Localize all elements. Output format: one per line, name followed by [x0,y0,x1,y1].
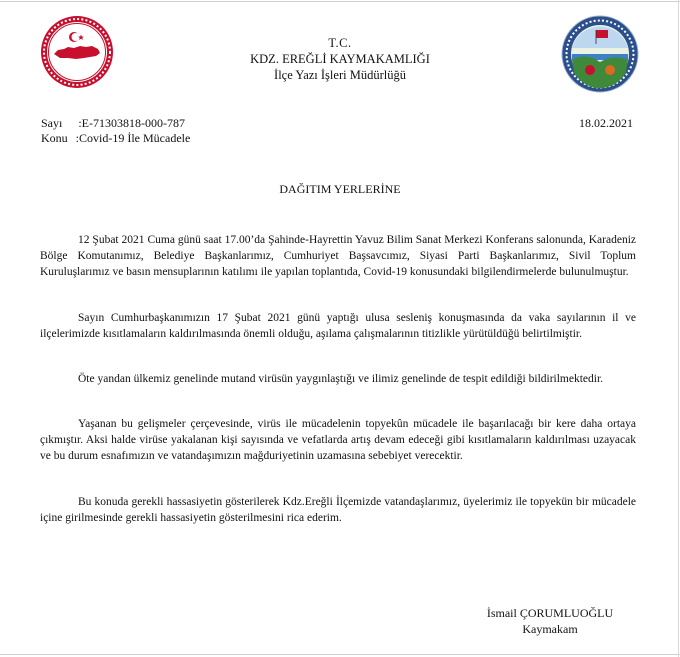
department-name: İlçe Yazı İşleri Müdürlüğü [274,68,406,82]
republic-label: T.C. [328,36,352,50]
right-border [678,0,679,657]
signatory-name: İsmail ÇORUMLUOĞLU [486,606,614,620]
document-date: 18.02.2021 [579,116,633,130]
body-paragraph: Bu konuda gerekli hassasiyetin gösterilerek Kdz.Ereğli İlçemizde vatandaşlarımız, üyelerimiz ile topyekün bir mücadele içine girilmesinde gerekli hassasiyetin gösterilmesini rica ederim. [40,496,636,524]
office-name: KDZ. EREĞLİ KAYMAKAMLIĞI [250,52,430,66]
body-paragraph: Öte yandan ülkemiz genelinde mutand virüsün yaygınlaştığı ve ilimiz genelinde de tespit edildiği bildirilmektedir. [78,373,604,385]
subject-label: Konu [41,131,68,145]
body-paragraph: Yaşanan bu gelişmeler çerçevesinde, virüs ile mücadelenin topyekûn mücadele ile başarılacağı bir kere daha ortaya çıkmıştır. Aksi halde virüse yakalanan kişi sayısında ve vefatlarda artış devam edeceği gibi kısıtlamaların kaldırılması uzayacak ve bu durum esnafımızın ve vatandaşımızın mağduriyetinin uzamasına sebebiyet verecektir. [40,418,636,462]
body-paragraph: 12 Şubat 2021 Cuma günü saat 17.00’da Şahinde-Hayrettin Yavuz Bilim Sanat Merkezi Konferans salonunda, Karadeniz Bölge Komutanımız, Belediye Başkanlarımız, Cumhuriyet Başsavcımız, Siyasi Parti Başkanlarımız, Sivil Toplum Kuruluşlarımız ve basın mensuplarının katılımı ile yapılan toplantıda, Covid-19 konusundaki bilgilendirmelerde bulunulmuştur. [40,234,636,278]
bottom-border [0,654,680,655]
distribution-heading: DAĞITIM YERLERİNE [279,182,401,196]
signatory-title: Kaymakam [522,622,578,636]
signature-block [470,605,630,637]
number-row [41,116,190,131]
top-border [0,1,680,2]
body-paragraph: Sayın Cumhurbaşkanımızın 17 Şubat 2021 günü yaptığı ulusa sesleniş konuşmasında da vaka sayılarının il ve ilçelerimizde kısıtlamaların kaldırılmasında önemli olduğu, aşılama çalışmalarının titizlikle yürütüldüğü belirtilmiştir. [40,312,636,340]
number-value: :E-71303818-000-787 [78,116,185,130]
document-meta [41,116,190,146]
subject-value: :Covid-19 İle Mücadele [75,131,191,145]
subject-row [41,131,190,146]
number-label: Sayı [41,116,63,130]
letterhead [0,35,680,83]
